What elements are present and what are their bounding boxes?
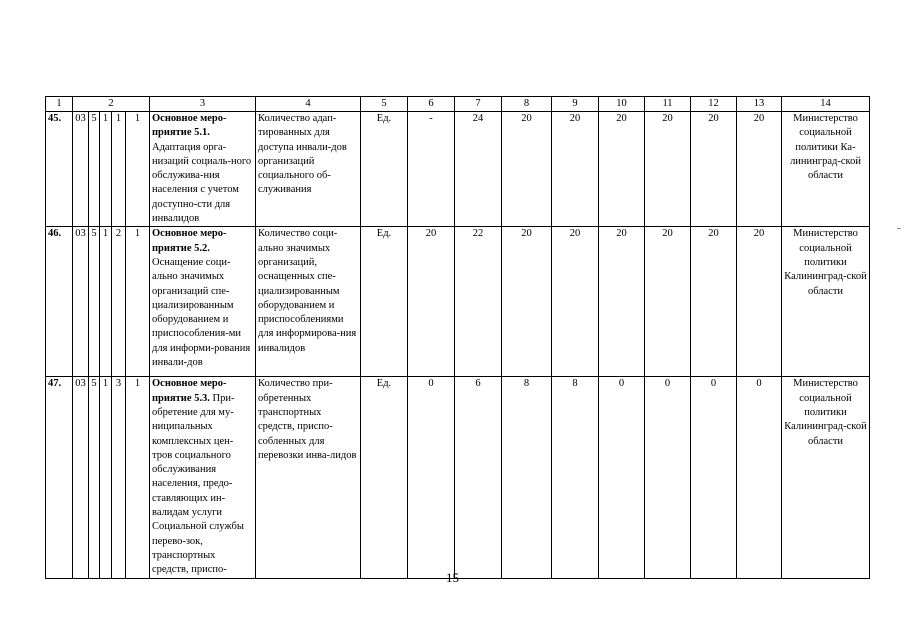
measure-title: Основное меро-приятие 5.2.: [152, 228, 227, 254]
measure-cell: [150, 112, 256, 227]
measure-cell: [150, 227, 256, 377]
value-cell: 20: [599, 112, 645, 227]
indicator-cell: Количество при-обретенных транспортных средств, приспо-собленных для перевозки инва-лидов: [256, 377, 361, 578]
value-cell: 20: [408, 227, 455, 377]
measure-description: Адаптация орга-низаций социаль-ного обслужива-ния населения с учетом доступно-сти для инвалидов: [152, 141, 252, 225]
page-number: 15: [446, 570, 459, 585]
row-number: 46.: [46, 227, 73, 377]
value-cell: 20: [737, 227, 782, 377]
responsible-org-cell: Министерство социальной политики Калининград-ской области: [782, 227, 870, 377]
value-cell: -: [408, 112, 455, 227]
value-cell: 20: [599, 227, 645, 377]
code-cell: 5: [89, 377, 100, 578]
header-cell: 14: [782, 97, 870, 112]
header-cell: 4: [256, 97, 361, 112]
value-cell: 20: [502, 112, 552, 227]
header-cell: 2: [73, 97, 150, 112]
responsible-org-cell: Министерство социальной политики Ка-лининград-ской области: [782, 112, 870, 227]
code-cell: 1: [100, 227, 112, 377]
value-cell: 20: [645, 112, 691, 227]
indicator-cell: Количество адап-тированных для доступа инвали-дов организаций социального об-служивания: [256, 112, 361, 227]
unit-cell: Ед.: [361, 112, 408, 227]
value-cell: 0: [599, 377, 645, 578]
header-cell: 12: [691, 97, 737, 112]
value-cell: 24: [455, 112, 502, 227]
header-cell: 3: [150, 97, 256, 112]
table-header-row: [46, 97, 870, 112]
header-cell: 13: [737, 97, 782, 112]
value-cell: 20: [502, 227, 552, 377]
code-cell: 1: [126, 227, 150, 377]
table-row: [46, 377, 870, 578]
row-number: 45.: [46, 112, 73, 227]
header-cell: 10: [599, 97, 645, 112]
row-number: 47.: [46, 377, 73, 578]
code-cell: 03: [73, 227, 89, 377]
value-cell: 8: [502, 377, 552, 578]
value-cell: 0: [645, 377, 691, 578]
value-cell: 22: [455, 227, 502, 377]
header-cell: 7: [455, 97, 502, 112]
value-cell: 20: [552, 227, 599, 377]
scan-mark: [897, 228, 901, 229]
value-cell: 20: [691, 112, 737, 227]
value-cell: 8: [552, 377, 599, 578]
indicator-cell: Количество соци-ально значимых организаций, оснащенных спе-циализированным оборудованием и приспособлениями для информирова-ния инвалидов: [256, 227, 361, 377]
measure-title: Основное меро-приятие 5.3.: [152, 378, 227, 404]
header-cell: 8: [502, 97, 552, 112]
code-cell: 3: [112, 377, 126, 578]
measure-description: Оснащение соци-ально значимых организаций спе-циализированным оборудованием и приспособления-ми для информи-рования инвали-дов: [152, 256, 251, 369]
value-cell: 20: [691, 227, 737, 377]
value-cell: 0: [408, 377, 455, 578]
measure-description: При-обретение для му-ниципальных комплексных цен-тров социального обслуживания населения, предо-ставляющих ин-валидам услуги Социальной службы перево-зок, транспортных средств, приспо-: [152, 392, 244, 576]
code-cell: 03: [73, 112, 89, 227]
value-cell: 0: [691, 377, 737, 578]
header-cell: 6: [408, 97, 455, 112]
header-cell: 11: [645, 97, 691, 112]
unit-cell: Ед.: [361, 227, 408, 377]
code-cell: 1: [126, 377, 150, 578]
code-cell: 1: [100, 112, 112, 227]
value-cell: 20: [737, 112, 782, 227]
responsible-org-cell: Министерство социальной политики Калининград-ской области: [782, 377, 870, 578]
header-cell: 1: [46, 97, 73, 112]
header-cell: 5: [361, 97, 408, 112]
code-cell: 2: [112, 227, 126, 377]
code-cell: 1: [100, 377, 112, 578]
table-row: [46, 227, 870, 377]
value-cell: 6: [455, 377, 502, 578]
value-cell: 20: [645, 227, 691, 377]
code-cell: 5: [89, 112, 100, 227]
code-cell: 1: [112, 112, 126, 227]
value-cell: 20: [552, 112, 599, 227]
code-cell: 03: [73, 377, 89, 578]
indicators-table: [45, 96, 870, 579]
code-cell: 5: [89, 227, 100, 377]
unit-cell: Ед.: [361, 377, 408, 578]
header-cell: 9: [552, 97, 599, 112]
value-cell: 0: [737, 377, 782, 578]
code-cell: 1: [126, 112, 150, 227]
measure-cell: [150, 377, 256, 578]
table-row: [46, 112, 870, 227]
measure-title: Основное меро-приятие 5.1.: [152, 113, 227, 139]
